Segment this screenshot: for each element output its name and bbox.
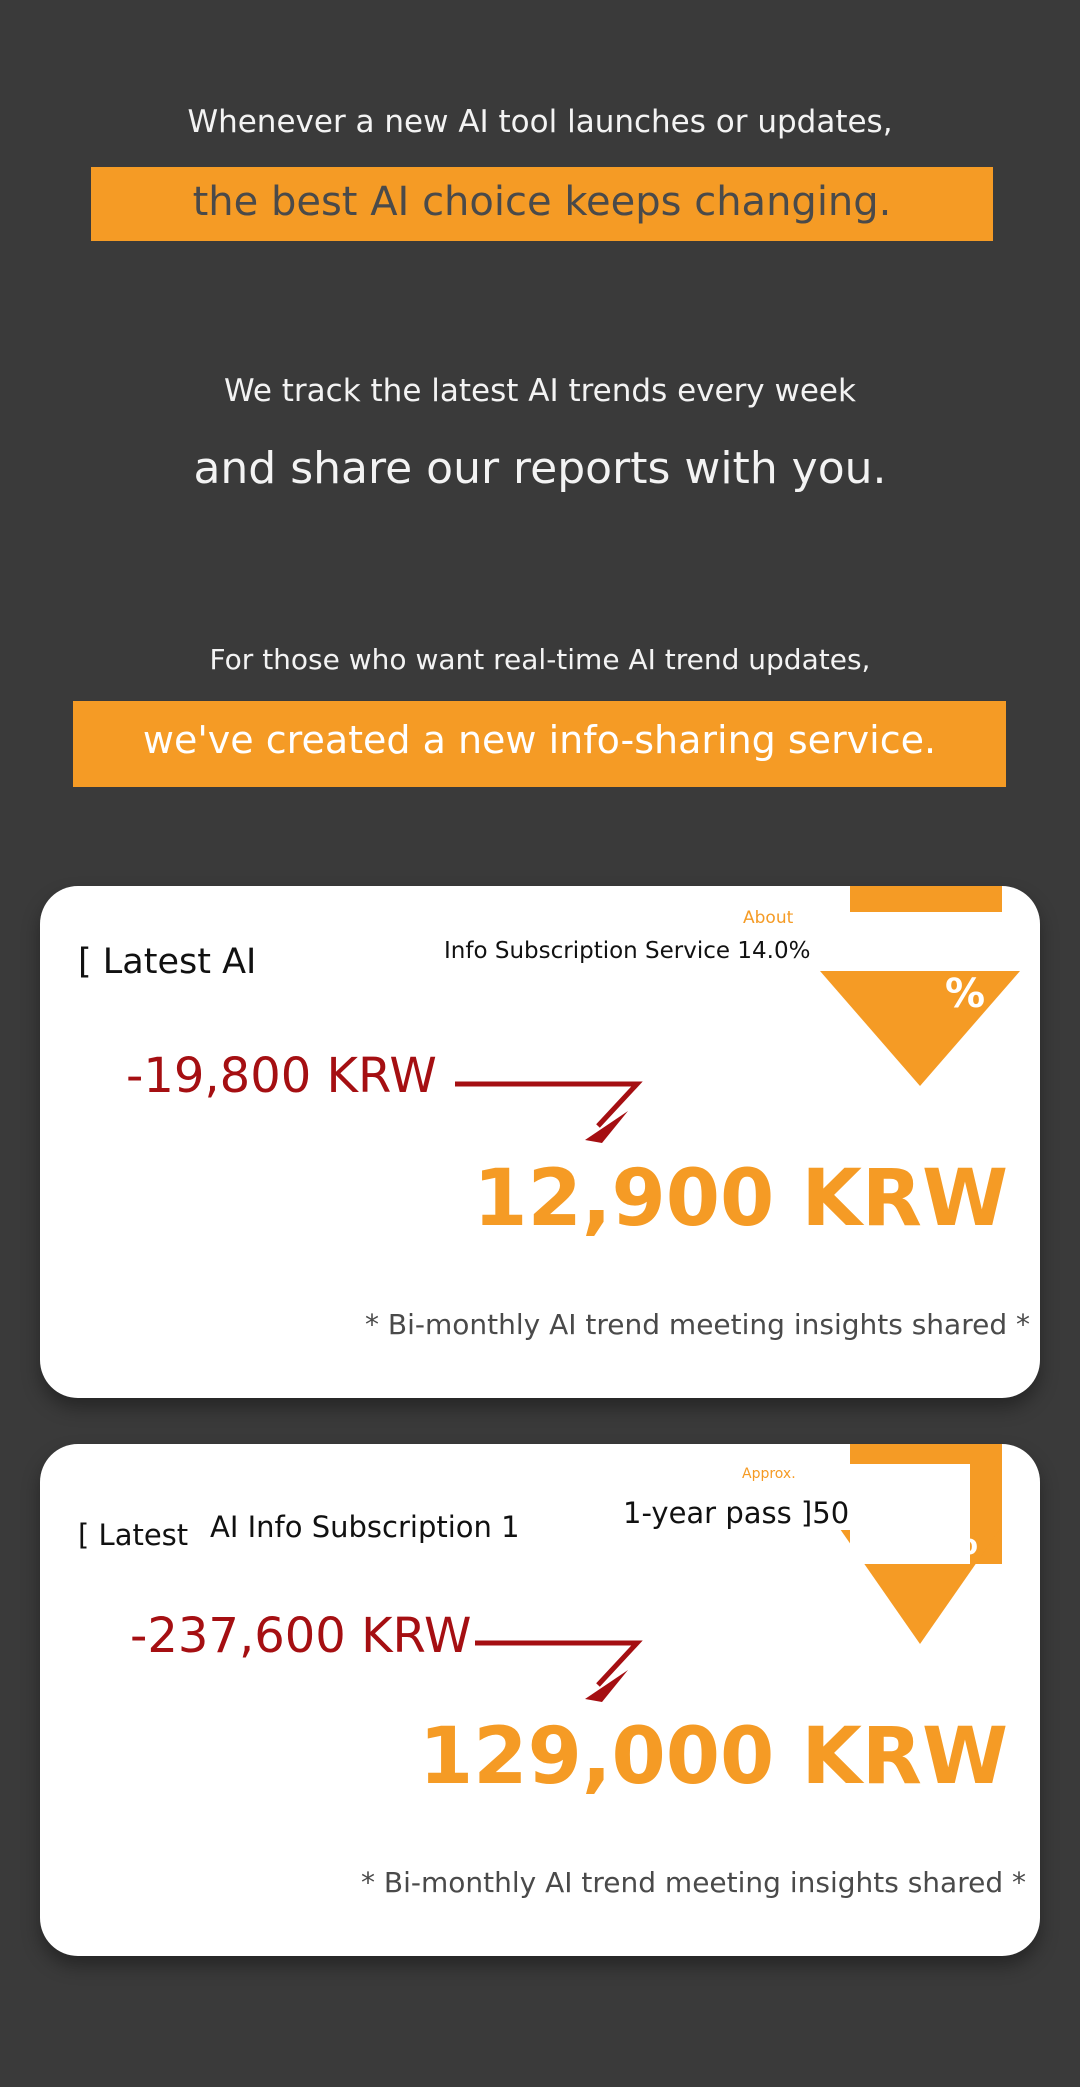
intro-line-3: and share our reports with you. [193,443,887,494]
intro-line-1: Whenever a new AI tool launches or updates, [187,104,893,140]
discounted-price: 129,000 KRW [419,1712,1008,1802]
original-price: -237,600 KRW [130,1608,472,1664]
discounted-price: 12,900 KRW [473,1154,1008,1244]
subscription-card-yearly [40,1444,1040,1956]
card-title-start: [ Latest AI [78,942,257,982]
highlight-text-2: we've created a new info-sharing service. [142,718,937,762]
card-title-overlay: 1-year pass ]50 [619,1496,853,1530]
card-title-overlay: Info Subscription Service 14.0% [440,938,814,964]
highlight-band-2 [73,701,1006,787]
subscription-card-monthly [40,886,1040,1398]
card-note: * Bi-monthly AI trend meeting insights shared * [364,1308,1030,1341]
highlight-band-1 [91,167,993,241]
card-title-middle: AI Info Subscription 1 [206,1510,524,1544]
card-note: * Bi-monthly AI trend meeting insights shared * [360,1866,1026,1899]
intro-line-4: For those who want real-time AI trend updates, [209,643,871,676]
discount-arrow-icon [790,1444,1030,1644]
card-title-start: [ Latest [78,1518,189,1552]
discount-caption: Approx. [742,1466,796,1482]
highlight-text-1: the best AI choice keeps changing. [192,179,892,225]
intro-line-2: We track the latest AI trends every week [224,373,856,409]
discount-percent-symbol: % [945,971,986,1017]
original-price: -19,800 KRW [126,1048,437,1104]
discount-percent-symbol: % [938,1518,979,1564]
discount-caption: About [743,908,794,928]
